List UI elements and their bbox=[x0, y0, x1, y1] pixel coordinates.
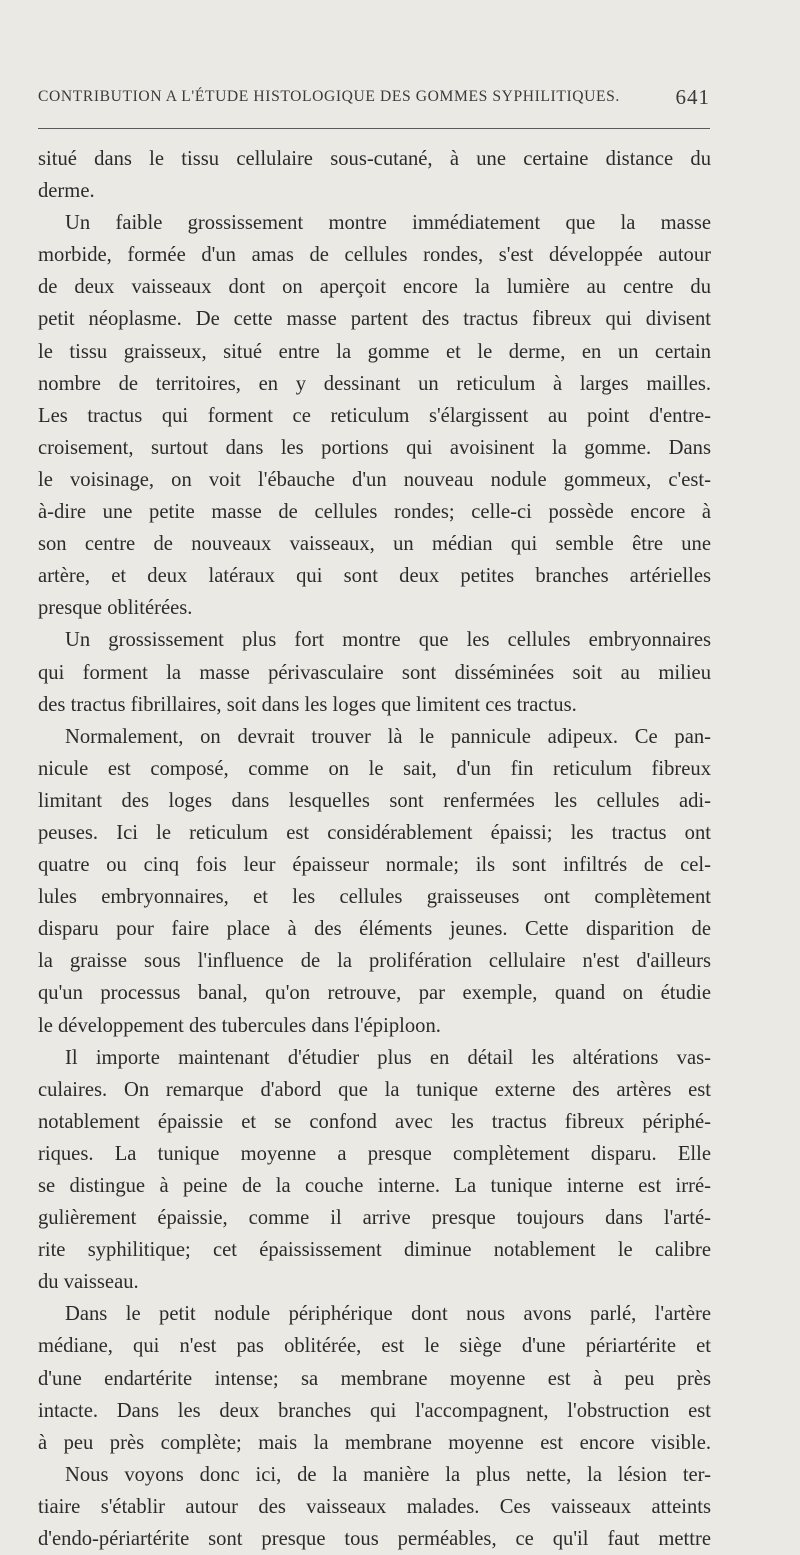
text-line: des tractus fibrillaires, soit dans les loges que limitent ces tractus. bbox=[38, 693, 577, 716]
text-line: Un grossissement plus fort montre que les cellules embryonnaires bbox=[65, 629, 711, 652]
text-line: le voisinage, on voit l'ébauche d'un nouveau nodule gommeux, c'est- bbox=[38, 468, 711, 491]
text-line: se distingue à peine de la couche interne. La tunique interne est irré- bbox=[38, 1175, 711, 1197]
text-line: rite syphilitique; cet épaississement diminue notablement le calibre bbox=[38, 1239, 711, 1262]
text-line: à-dire une petite masse de cellules rondes; celle-ci possède encore à bbox=[38, 501, 711, 524]
text-line: quatre ou cinq fois leur épaisseur normale; ils sont infiltrés de cel- bbox=[38, 854, 711, 877]
text-line: du vaisseau. bbox=[38, 1271, 139, 1294]
text-line: derme. bbox=[38, 180, 95, 203]
text-line: notablement épaissie et se confond avec les tractus fibreux périphé- bbox=[38, 1110, 711, 1133]
text-line: Un faible grossissement montre immédiatement que la masse bbox=[65, 212, 711, 235]
header-rule bbox=[38, 128, 710, 129]
text-line: artère, et deux latéraux qui sont deux petites branches artérielles bbox=[38, 565, 711, 588]
text-line: intacte. Dans les deux branches qui l'accompagnent, l'obstruction est bbox=[38, 1399, 711, 1422]
text-line: Nous voyons donc ici, de la manière la plus nette, la lésion ter- bbox=[65, 1463, 711, 1486]
text-line: disparu pour faire place à des éléments jeunes. Cette disparition de bbox=[38, 918, 711, 941]
text-line: Les tractus qui forment ce reticulum s'élargissent au point d'entre- bbox=[38, 404, 711, 427]
text-line: qu'un processus banal, qu'on retrouve, par exemple, quand on étudie bbox=[38, 982, 711, 1005]
text-line: d'endo-périartérite sont presque tous perméables, ce qu'il faut mettre bbox=[38, 1528, 711, 1551]
text-line: riques. La tunique moyenne a presque complètement disparu. Elle bbox=[38, 1142, 711, 1165]
text-line: nombre de territoires, en y dessinant un reticulum à larges mailles. bbox=[38, 372, 711, 395]
text-line: à peu près complète; mais la membrane moyenne est encore visible. bbox=[38, 1431, 711, 1454]
text-line: qui forment la masse périvasculaire sont disséminées soit au milieu bbox=[38, 661, 711, 684]
text-line: croisement, surtout dans les portions qui avoisinent la gomme. Dans bbox=[38, 436, 711, 459]
running-title: CONTRIBUTION A L'ÉTUDE HISTOLOGIQUE DES GOMMES SYPHILITIQUES. bbox=[38, 88, 620, 105]
text-line: limitant des loges dans lesquelles sont renfermées les cellules adi- bbox=[38, 789, 711, 812]
text-line: médiane, qui n'est pas oblitérée, est le siège d'une périartérite et bbox=[38, 1335, 711, 1358]
text-line: Normalement, on devrait trouver là le pannicule adipeux. Ce pan- bbox=[65, 725, 711, 748]
text-line: d'une endartérite intense; sa membrane moyenne est à peu près bbox=[38, 1367, 711, 1390]
text-line: Il importe maintenant d'étudier plus en détail les altérations vas- bbox=[65, 1046, 711, 1069]
text-line: nicule est composé, comme on le sait, d'un fin reticulum fibreux bbox=[38, 757, 711, 780]
text-line: Dans le petit nodule périphérique dont nous avons parlé, l'artère bbox=[65, 1303, 711, 1326]
text-line: gulièrement épaissie, comme il arrive presque toujours dans l'arté- bbox=[38, 1207, 711, 1230]
text-line: peuses. Ici le reticulum est considérablement épaissi; les tractus ont bbox=[38, 821, 711, 844]
text-line: de deux vaisseaux dont on aperçoit encore la lumière au centre du bbox=[38, 276, 711, 299]
text-line: tiaire s'établir autour des vaisseaux malades. Ces vaisseaux atteints bbox=[38, 1495, 711, 1518]
page-number: 641 bbox=[675, 85, 710, 109]
text-line: situé dans le tissu cellulaire sous-cutané, à une certaine distance du bbox=[38, 148, 711, 170]
body-text bbox=[38, 143, 711, 1555]
text-line: culaires. On remarque d'abord que la tunique externe des artères est bbox=[38, 1078, 711, 1101]
running-header bbox=[38, 85, 710, 114]
text-line: presque oblitérées. bbox=[38, 597, 193, 620]
text-line: le tissu graisseux, situé entre la gomme et le derme, en un certain bbox=[38, 340, 711, 363]
text-line: morbide, formée d'un amas de cellules rondes, s'est développée autour bbox=[38, 244, 711, 267]
text-line: lules embryonnaires, et les cellules graisseuses ont complètement bbox=[38, 886, 711, 909]
text-line: la graisse sous l'influence de la prolifération cellulaire n'est d'ailleurs bbox=[38, 950, 711, 973]
text-line: son centre de nouveaux vaisseaux, un médian qui semble être une bbox=[38, 533, 711, 556]
text-line: le développement des tubercules dans l'épiploon. bbox=[38, 1014, 441, 1037]
text-line: petit néoplasme. De cette masse partent des tractus fibreux qui divisent bbox=[38, 308, 711, 331]
